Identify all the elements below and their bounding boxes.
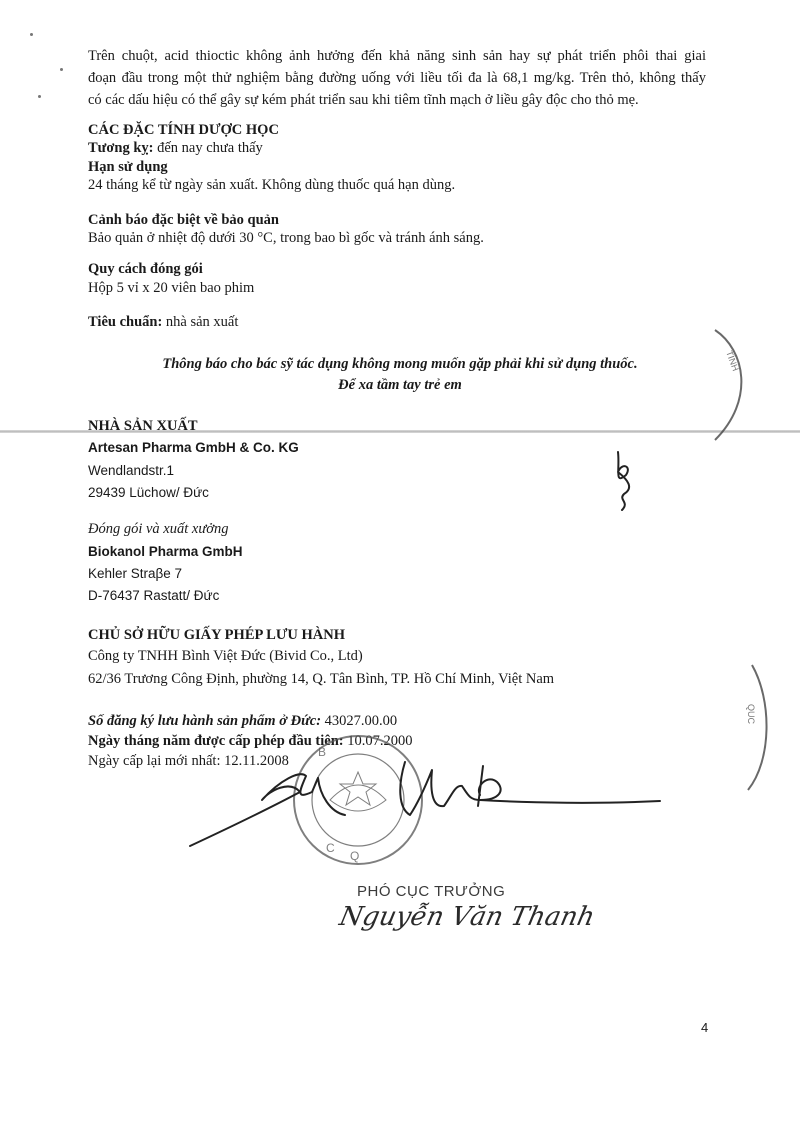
incompatibility-label: Tương kỵ: bbox=[88, 140, 154, 156]
packager-city: D-76437 Rastatt/ Đức bbox=[88, 588, 220, 603]
first-approval-label: Ngày tháng năm được cấp phép đầu tiên: bbox=[88, 733, 344, 749]
incompatibility-value: đến nay chưa thấy bbox=[153, 140, 263, 156]
license-holder-address: 62/36 Trương Công Định, phường 14, Q. Tân Bình, TP. Hồ Chí Minh, Việt Nam bbox=[88, 671, 555, 687]
renewal-date: Ngày cấp lại mới nhất: 12.11.2008 bbox=[88, 753, 289, 769]
svg-text:C: C bbox=[326, 841, 335, 855]
registration-number-value: 43027.00.00 bbox=[321, 713, 398, 729]
adverse-effect-notice: Thông báo cho bác sỹ tác dụng không mong muốn gặp phải khi sử dụng thuốc. bbox=[162, 356, 638, 372]
svg-text:B: B bbox=[318, 745, 327, 759]
svg-text:QUC: QUC bbox=[746, 704, 756, 724]
shelf-life-value: 24 tháng kể từ ngày sản xuất. Không dùng thuốc quá hạn dùng. bbox=[88, 177, 456, 193]
packager-street: Kehler Straβe 7 bbox=[88, 566, 183, 581]
registration-number-label: Số đăng ký lưu hành sản phẩm ở Đức: bbox=[88, 713, 322, 729]
packager-label: Đóng gói và xuất xưởng bbox=[88, 521, 229, 537]
packaging-label: Quy cách đóng gói bbox=[88, 261, 203, 277]
svg-text:Q: Q bbox=[350, 849, 360, 863]
manufacturer-city: 29439 Lüchow/ Đức bbox=[88, 485, 209, 500]
manufacturer-street: Wendlandstr.1 bbox=[88, 463, 175, 478]
standard-value: nhà sản xuất bbox=[162, 314, 239, 330]
signatory-name: Nguyễn Văn Thanh bbox=[336, 902, 598, 932]
standard-label: Tiêu chuẩn: bbox=[88, 314, 163, 330]
shelf-life-label: Hạn sử dụng bbox=[88, 159, 168, 175]
signatory-title: PHÓ CỤC TRƯỞNG bbox=[357, 883, 506, 900]
intro-line-2: đoạn đầu trong một thử nghiệm bằng đường uống với liều tối đa là 68,1 mg/kg. Trên thỏ, không thấy bbox=[88, 70, 706, 86]
manufacturer-heading: NHÀ SẢN XUẤT bbox=[88, 418, 198, 434]
storage-label: Cảnh báo đặc biệt về bảo quản bbox=[88, 212, 279, 228]
packager-name: Biokanol Pharma GmbH bbox=[88, 544, 243, 559]
svg-text:TÍNH: TÍNH bbox=[724, 349, 741, 373]
storage-value: Bảo quản ở nhiệt độ dưới 30 °C, trong bao bì gốc và tránh ánh sáng. bbox=[88, 230, 484, 246]
intro-line-1: Trên chuột, acid thioctic không ảnh hưởng đến khả năng sinh sản hay sự phát triển phôi thai giai bbox=[88, 48, 706, 64]
child-safety-notice: Để xa tầm tay trẻ em bbox=[338, 377, 462, 393]
license-holder-heading: CHỦ SỞ HỮU GIẤY PHÉP LƯU HÀNH bbox=[88, 627, 345, 643]
pharm-heading: CÁC ĐẶC TÍNH DƯỢC HỌC bbox=[88, 122, 279, 138]
intro-line-3: có các dấu hiệu có thể gây sự kém phát triển sau khi tiêm tĩnh mạch ở liều gây độc cho thỏ mẹ. bbox=[88, 92, 639, 108]
page-number: 4 bbox=[701, 1020, 709, 1035]
packaging-value: Hộp 5 vỉ x 20 viên bao phim bbox=[88, 280, 255, 296]
first-approval-value: 10.07.2000 bbox=[343, 733, 413, 749]
license-holder-name: Công ty TNHH Bình Việt Đức (Bivid Co., Ltd) bbox=[88, 648, 363, 664]
manufacturer-name: Artesan Pharma GmbH & Co. KG bbox=[88, 440, 299, 455]
